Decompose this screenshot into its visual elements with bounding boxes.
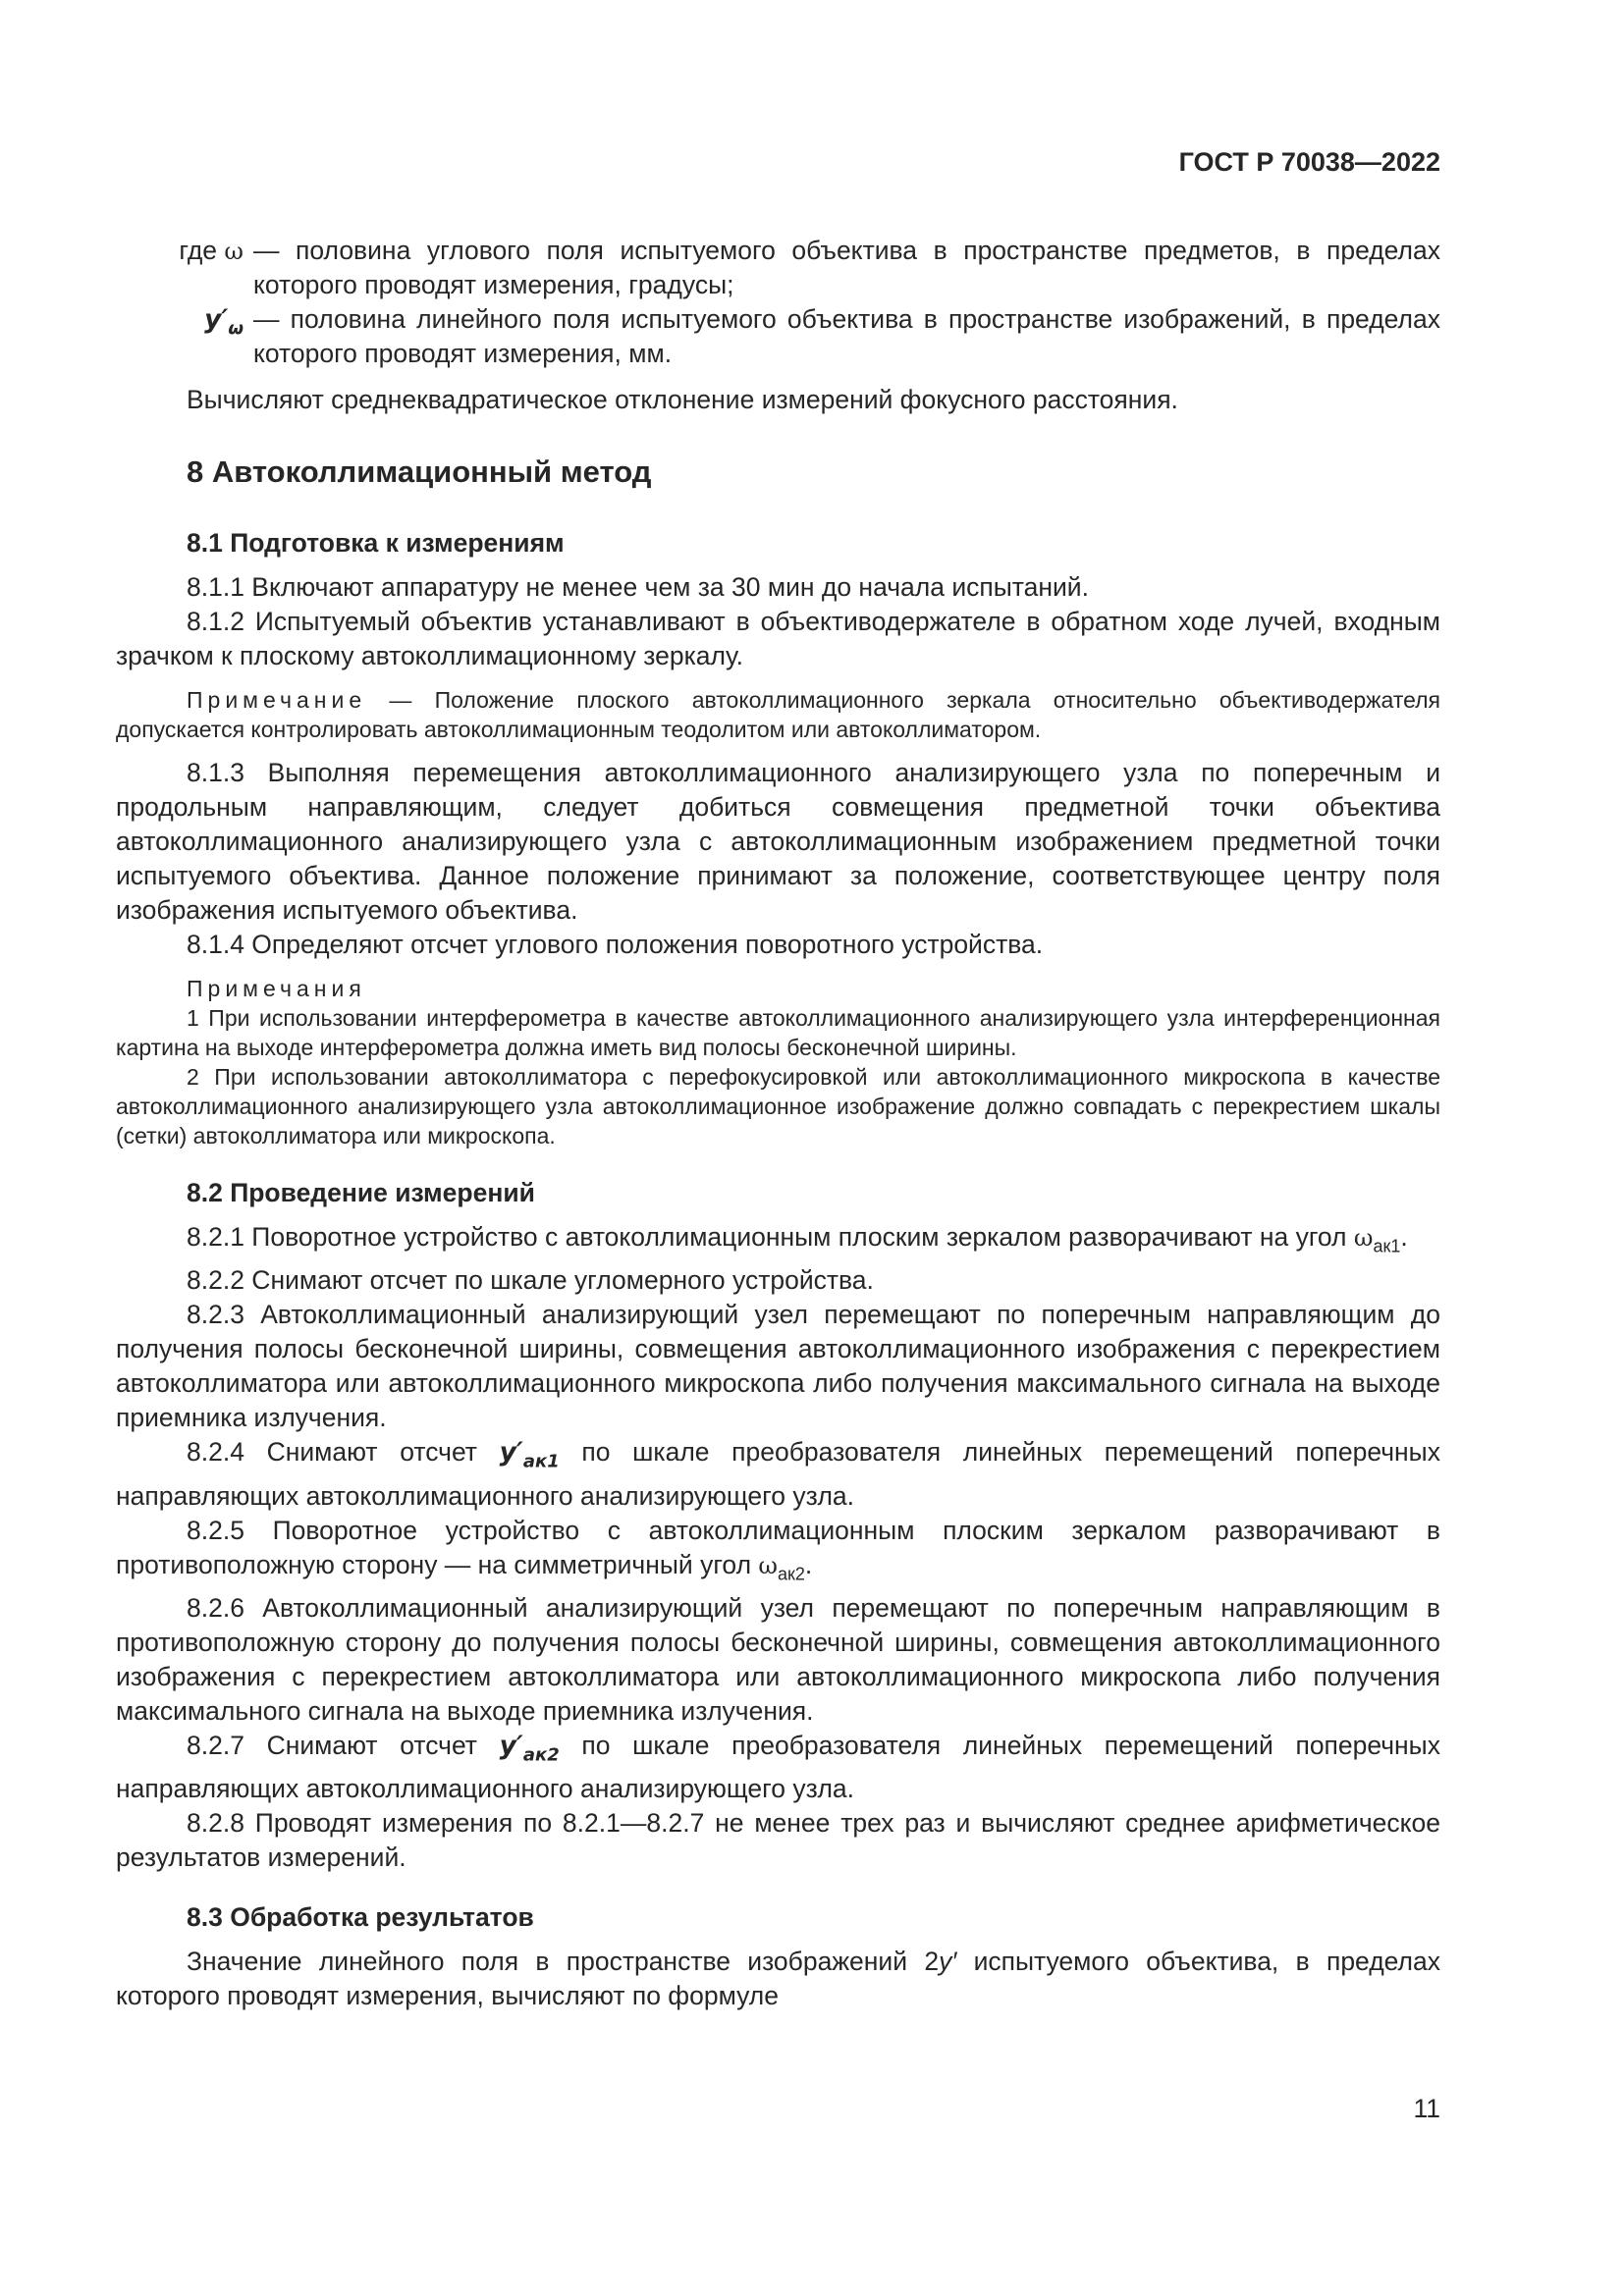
y-definition: — половина линейного поля испытуемого объектива в пространстве изображений, в пределах которого проводят измерения, мм. xyxy=(253,304,1440,368)
page-body xyxy=(116,234,1440,2013)
note-label: Примечание xyxy=(187,687,367,713)
para-8-2-6: 8.2.6 Автоколлимационный анализирующий узел перемещают по поперечным направляющим в противоположную сторону до получения полосы бесконечной ширины, совмещения автоколлимационного изображения с перекрестием автоколлиматора или автоколлимационного микроскопа либо получения максимального сигнала на выходе приемника излучения. xyxy=(116,1592,1440,1726)
para-8-2-3: 8.2.3 Автоколлимационный анализирующий узел перемещают по поперечным направляющим до получения полосы бесконечной ширины, совмещения автоколлимационного изображения с перекрестием автоколлиматора или автоколлимационного микроскопа либо получения максимального сигнала на выходе приемника излучения. xyxy=(116,1300,1440,1433)
para-8-2-1: 8.2.1 Поворотное устройство с автоколлимационным плоским зеркалом разворачивают на угол $\omega_{ак1}$. xyxy=(187,1222,1408,1256)
para-8-2-8: 8.2.8 Проводят измерения по 8.2.1—8.2.7 не менее трех раз и вычисляют среднее арифметическое результатов измерений. xyxy=(116,1808,1440,1873)
section-8-2-heading: 8.2 Проведение измерений xyxy=(187,1178,535,1207)
para-8-2-5: 8.2.5 Поворотное устройство с автоколлимационным плоским зеркалом разворачивают в противоположную сторону — на симметричный угол $\omega_{ак2}$. xyxy=(116,1515,1440,1583)
para-8-1-3: 8.1.3 Выполняя перемещения автоколлимационного анализирующего узла по поперечным и продольным направляющим, следует добиться совмещения предметной точки объектива автоколлимационного анализирующего узла с автоколлимационным изображением предметной точки испытуемого объектива. Данное положение принимают за положение, соответствующее центру поля изображения испытуемого объектива. xyxy=(116,758,1440,925)
notes-label: Примечания xyxy=(187,976,366,1001)
para-8-2-7: 8.2.7 Снимают отсчет $y'_{ак2}$ по шкале преобразователя линейных перемещений поперечных направляющих автоколлимационного анализирующего узла. xyxy=(116,1730,1440,1804)
y-omega-symbol: y′ xyxy=(204,304,229,335)
document-header: ГОСТ Р 70038—2022 xyxy=(1178,147,1440,177)
section-8-1-heading: 8.1 Подготовка к измерениям xyxy=(187,528,565,558)
note-item-2: 2 При использовании автоколлиматора с перефокусировкой или автоколлимационного микроскопа в качестве автоколлимационного анализирующего узла автоколлимационное изображение должно совпадать с перекрестием шкалы (сетки) автоколлиматора или микроскопа. xyxy=(116,1064,1440,1148)
omega-symbol: ω xyxy=(224,238,244,265)
para-8-2-2: 8.2.2 Снимают отсчет по шкале угломерного устройства. xyxy=(187,1265,874,1296)
page-number: 11 xyxy=(1413,2094,1440,2123)
where-omega xyxy=(116,234,1440,302)
omega-definition: — половина углового поля испытуемого объектива в пространстве предметов, в пределах которого проводят измерения, градусы; xyxy=(253,236,1440,299)
note-text: — Положение плоского автоколлимационного зеркала относительно объективодержателя допускается контролировать автоколлимационным теодолитом или автоколлиматором. xyxy=(116,687,1441,742)
section-8-heading: 8 Автоколлимационный метод xyxy=(187,454,652,489)
para-8-2-4: 8.2.4 Снимают отсчет $y'_{ак1}$ по шкале преобразователя линейных перемещений поперечных направляющих автоколлимационного анализирующего узла. xyxy=(116,1437,1440,1511)
note-1 xyxy=(116,685,1440,744)
para-8-1-1: 8.1.1 Включают аппаратуру не менее чем за 30 мин до начала испытаний. xyxy=(187,572,1089,602)
para-8-1-2: 8.1.2 Испытуемый объектив устанавливают в объективодержателе в обратном ходе лучей, входным зрачком к плоскому автоколлимационному зеркалу. xyxy=(116,607,1440,670)
where-y xyxy=(116,302,1440,371)
where-lead: где xyxy=(179,236,218,265)
note-item-1: 1 При использовании интерферометра в качестве автоколлимационного анализирующего узла интерференционная картина на выходе интерферометра должна иметь вид полосы бесконечной ширины. xyxy=(116,1005,1440,1060)
para-8-1-4: 8.1.4 Определяют отсчет углового положения поворотного устройства. xyxy=(187,930,1044,959)
section-8-3-heading: 8.3 Обработка результатов xyxy=(187,1902,534,1933)
para-8-3: Значение линейного поля в пространстве изображений 2y′ испытуемого объектива, в пределах которого проводят измерения, вычисляют по формуле xyxy=(116,1947,1440,2011)
rms-paragraph: Вычисляют среднеквадратическое отклонение измерений фокусного расстояния. xyxy=(187,385,1178,414)
y-omega-sub: ω xyxy=(228,318,244,340)
